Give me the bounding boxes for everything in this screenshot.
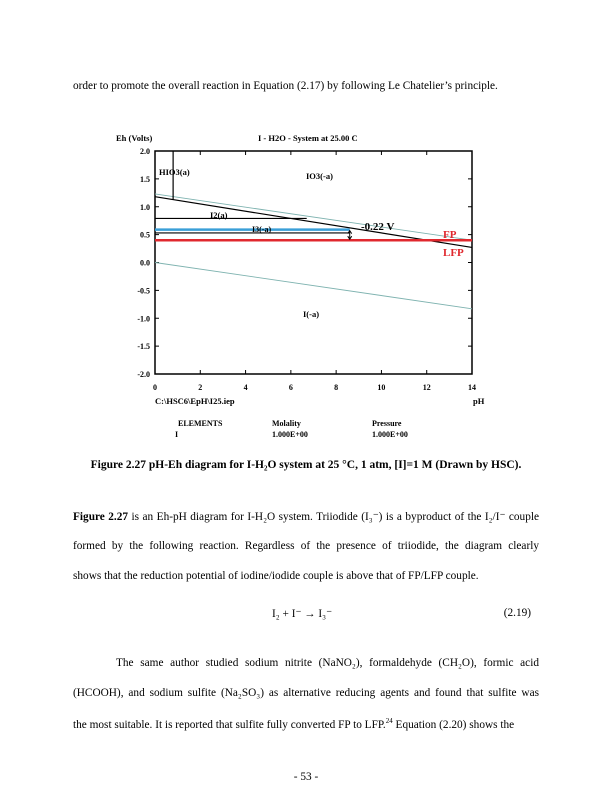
y-tick-label: 2.0	[140, 147, 150, 156]
lfp-label: LFP	[443, 247, 464, 259]
y-tick-label: 0.5	[140, 230, 150, 240]
delta-annotation: -0.22 V	[361, 221, 395, 233]
equation: I₂ + I⁻ → I₃⁻	[272, 608, 333, 620]
region-i3: I3(-a)	[252, 225, 272, 234]
fp-label: FP	[443, 229, 457, 241]
x-tick-label: 0	[153, 383, 157, 392]
y-tick-label: 1.0	[140, 202, 150, 212]
paragraph-2-line-3-end: Equation (2.20) shows the	[392, 718, 515, 731]
paragraph-2-line-2: (HCOOH), and sodium sulfite (Na₂SO₃) as alternative reducing agents and found that sulfite was	[73, 687, 539, 699]
file-path: C:\HSC6\EpH\I25.iep	[155, 396, 235, 406]
pressure-value: 1.000E+00	[372, 430, 408, 439]
paragraph-1-line-3: shows that the reduction potential of iodine/iodide couple is above that of FP/LFP couple.	[73, 570, 479, 582]
elements-label: ELEMENTS	[178, 419, 223, 428]
region-i2: I2(a)	[210, 210, 228, 220]
y-tick-label: -1.0	[137, 314, 150, 324]
paragraph-1-line-2: formed by the following reaction. Regardless of the presence of triiodide, the diagram clearly	[73, 540, 539, 552]
chart-title: I - H2O - System at 25.00 C	[258, 133, 358, 143]
paragraph-top: order to promote the overall reaction in Equation (2.17) by following Le Chatelier’s principle.	[73, 80, 498, 92]
page-number: - 53 -	[293, 771, 319, 783]
equation-number: (2.19)	[503, 607, 531, 619]
x-axis-label: pH	[473, 396, 485, 406]
region-io3: IO3(-a)	[306, 171, 333, 181]
x-tick-label: 2	[198, 383, 203, 392]
paragraph-2-line-1: The same author studied sodium nitrite (NaNO₂), formaldehyde (CH₂O), formic acid	[116, 657, 539, 669]
molality-label: Molality	[272, 419, 301, 428]
molality-value: 1.000E+00	[272, 430, 308, 439]
pressure-label: Pressure	[372, 419, 402, 428]
region-hio3: HIO3(a)	[159, 167, 190, 177]
figure-reference: Figure 2.27	[73, 511, 129, 523]
plot-frame	[155, 151, 472, 374]
x-tick-label: 12	[422, 383, 431, 392]
y-tick-label: -1.5	[137, 342, 150, 352]
x-tick-label: 10	[377, 383, 386, 392]
y-tick-label: -0.5	[137, 286, 150, 296]
x-tick-label: 14	[468, 383, 476, 392]
y-tick-label: -2.0	[137, 370, 150, 379]
x-tick-label: 8	[334, 383, 339, 392]
x-tick-label: 4	[243, 383, 248, 392]
paragraph-2-line-3: the most suitable. It is reported that sulfite fully converted FP to LFP.	[73, 718, 386, 731]
y-axis-label: Eh (Volts)	[116, 133, 153, 143]
citation: 24	[385, 717, 393, 725]
figure-caption: Figure 2.27 pH-Eh diagram for I-H₂O system at 25 °C, 1 atm, [I]=1 M (Drawn by HSC).	[90, 459, 522, 471]
region-i-minus: I(-a)	[303, 309, 320, 319]
y-tick-label: 1.5	[140, 174, 150, 184]
paragraph-1-line-1: is an Eh-pH diagram for I-H₂O system. Triiodide (I₃⁻) is a byproduct of the I₂/I⁻ couple	[131, 511, 540, 523]
series-line-water-lower	[155, 263, 472, 309]
x-tick-label: 6	[288, 383, 293, 392]
y-tick-label: 0.0	[140, 258, 150, 268]
element-value: I	[175, 430, 179, 439]
